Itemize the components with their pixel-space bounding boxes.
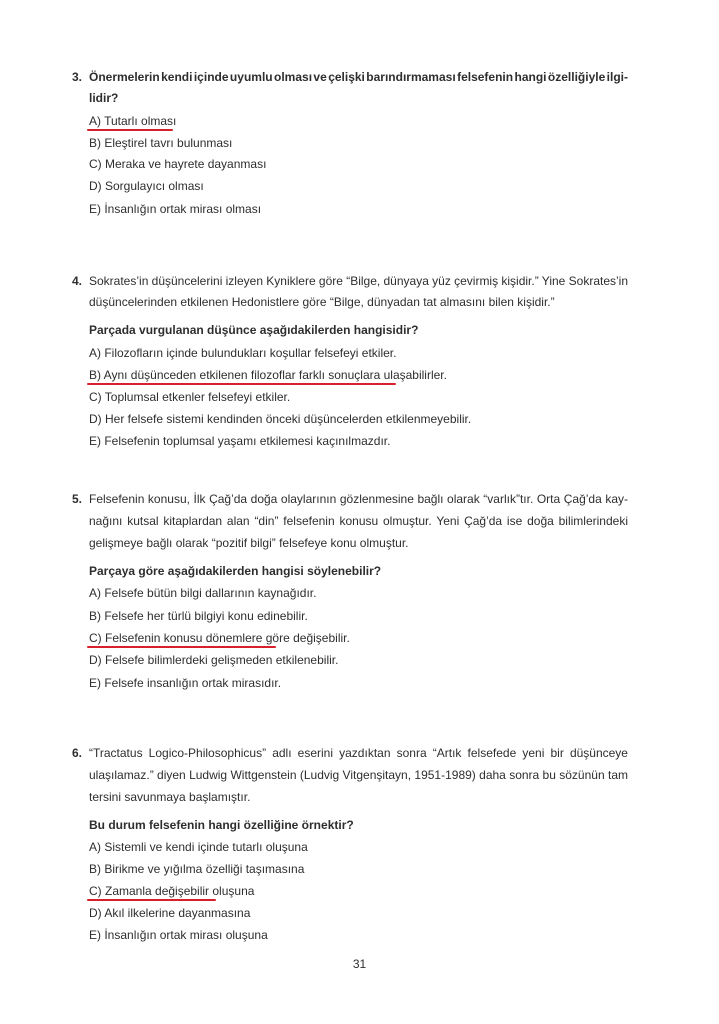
option-c[interactable]: C) Zamanla değişebilir oluşuna bbox=[89, 884, 255, 898]
question-stem-line: Felsefenin konusu, İlk Çağ’da doğa olaylarının gözlenmesine bağlı olarak “varlık”tır. Orta Çağ’da kay- bbox=[89, 492, 628, 506]
answer-underline bbox=[87, 899, 216, 901]
question-stem-line: Önermelerin kendi içinde uyumlu olması ve çelişki barındırmaması felsefenin hangi özelliğiyle ilgi- bbox=[89, 70, 628, 84]
option-c[interactable]: C) Felsefenin konusu dönemlere göre değişebilir. bbox=[89, 631, 350, 645]
question-stem-line: nağını kutsal kitaplardan alan “din” felsefenin konusu olmuştur. Yeni Çağ’da ise doğa bilimlerindeki bbox=[89, 514, 628, 528]
option-b[interactable]: B) Aynı düşünceden etkilenen filozoflar farklı sonuçlara ulaşabilirler. bbox=[89, 368, 447, 382]
question-prompt: Parçaya göre aşağıdakilerden hangisi söylenebilir? bbox=[89, 564, 382, 578]
option-a[interactable]: A) Filozofların içinde bulundukları koşullar felsefeyi etkiler. bbox=[89, 346, 397, 360]
option-e[interactable]: E) İnsanlığın ortak mirası olması bbox=[89, 202, 262, 216]
option-c[interactable]: C) Toplumsal etkenler felsefeyi etkiler. bbox=[89, 390, 291, 404]
question-number: 4. bbox=[72, 274, 83, 288]
answer-underline bbox=[87, 383, 396, 385]
question-stem-line: tersini savunmaya başlamıştır. bbox=[89, 790, 251, 804]
option-d[interactable]: D) Felsefe bilimlerdeki gelişmeden etkilenebilir. bbox=[89, 653, 339, 667]
page-number: 31 bbox=[352, 957, 367, 971]
option-b[interactable]: B) Eleştirel tavrı bulunması bbox=[89, 136, 233, 150]
answer-underline bbox=[87, 646, 276, 648]
question-stem-line: gelişmeye bağlı olarak “pozitif bilgi” felsefeye konu olmuştur. bbox=[89, 536, 409, 550]
question-stem-line: düşüncelerinden etkilenen Hedonistlere göre “Bilge, dünyadan tat almasını bilen kişidir.” bbox=[89, 295, 555, 309]
question-stem-line: Sokrates’in düşüncelerini izleyen Kyniklere göre “Bilge, dünyaya yüz çevirmiş kişidir.” Yine Sokrates’in bbox=[89, 274, 629, 288]
question-prompt: Parçada vurgulanan düşünce aşağıdakilerden hangisidir? bbox=[89, 323, 419, 337]
question-number: 5. bbox=[72, 492, 83, 506]
question-number: 6. bbox=[72, 746, 83, 760]
option-a[interactable]: A) Felsefe bütün bilgi dallarının kaynağıdır. bbox=[89, 586, 317, 600]
option-e[interactable]: E) İnsanlığın ortak mirası oluşuna bbox=[89, 928, 268, 942]
question-number: 3. bbox=[72, 70, 83, 84]
option-a[interactable]: A) Tutarlı olması bbox=[89, 114, 177, 128]
question-prompt: Bu durum felsefenin hangi özelliğine örnektir? bbox=[89, 818, 354, 832]
option-e[interactable]: E) Felsefe insanlığın ortak mirasıdır. bbox=[89, 676, 282, 690]
option-d[interactable]: D) Sorgulayıcı olması bbox=[89, 179, 204, 193]
question-stem-line: ulaşılamaz.” diyen Ludwig Wittgenstein (Ludvig Vitgenşitayn, 1951-1989) daha sonra bu sözünün tam bbox=[89, 768, 628, 782]
option-a[interactable]: A) Sistemli ve kendi içinde tutarlı oluşuna bbox=[89, 840, 308, 854]
option-c[interactable]: C) Meraka ve hayrete dayanması bbox=[89, 157, 267, 171]
answer-underline bbox=[87, 129, 173, 131]
option-d[interactable]: D) Akıl ilkelerine dayanmasına bbox=[89, 906, 251, 920]
option-b[interactable]: B) Birikme ve yığılma özelliği taşımasına bbox=[89, 862, 305, 876]
question-stem-line: “Tractatus Logico-Philosophicus” adlı eserini yazdıktan sonra “Artık felsefede yeni bir düşünceye bbox=[89, 746, 628, 760]
option-b[interactable]: B) Felsefe her türlü bilgiyi konu edinebilir. bbox=[89, 609, 308, 623]
option-e[interactable]: E) Felsefenin toplumsal yaşamı etkilemesi kaçınılmazdır. bbox=[89, 434, 391, 448]
option-d[interactable]: D) Her felsefe sistemi kendinden önceki düşüncelerden etkilenmeyebilir. bbox=[89, 412, 472, 426]
question-stem-line: lidir? bbox=[89, 91, 119, 105]
